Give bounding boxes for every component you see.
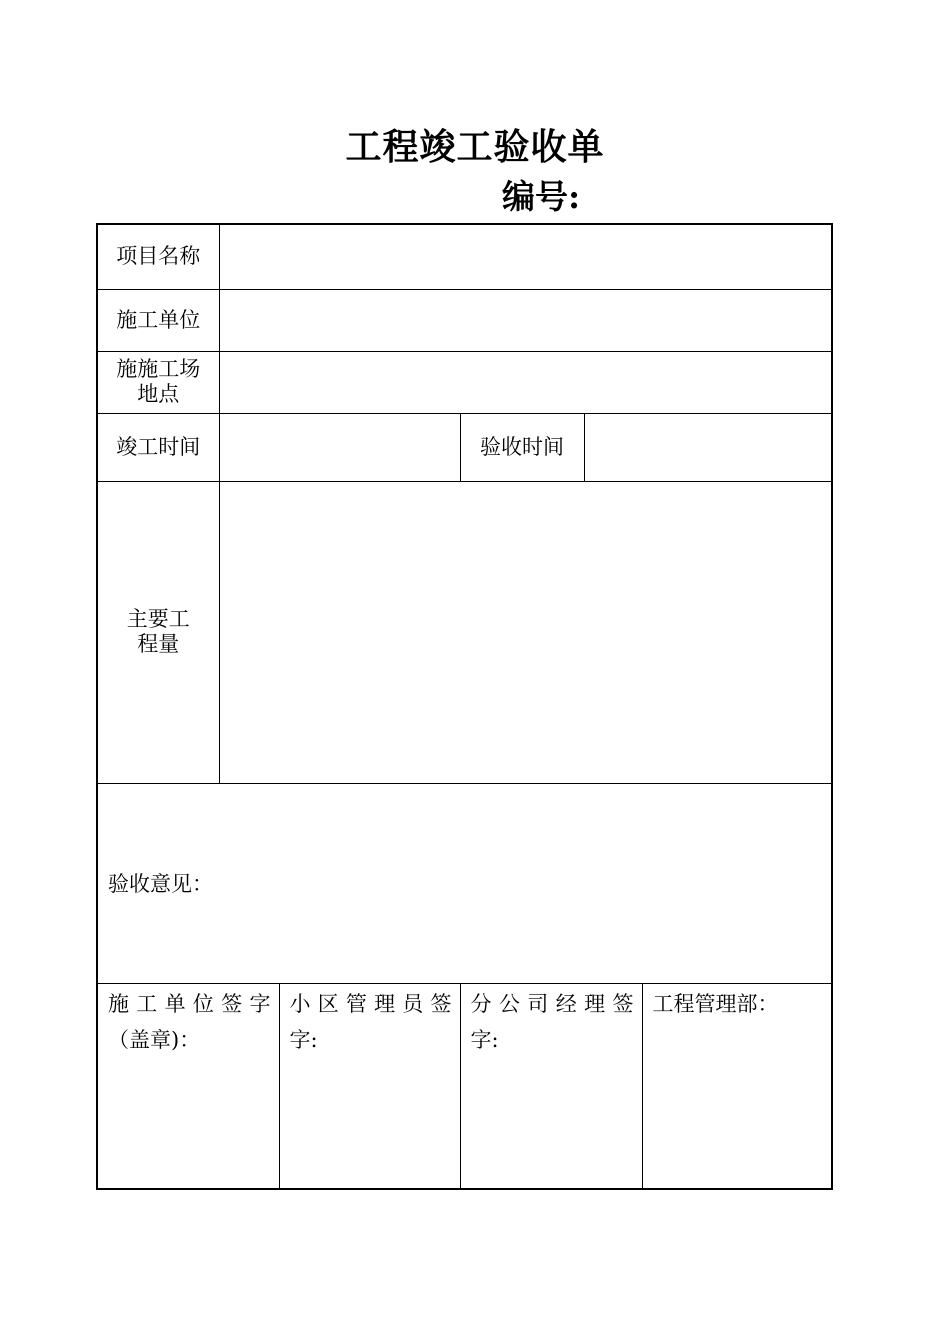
site-label <box>97 351 219 413</box>
branch-manager-signature-line1: 分公司经理签 <box>470 991 634 1016</box>
acceptance-time-field[interactable] <box>584 413 832 481</box>
site-label-line1: 施施工场 <box>116 357 201 381</box>
row-contractor <box>97 289 832 351</box>
engineering-dept-label: 工程管理部： <box>652 991 779 1016</box>
page-title: 工程竣工验收单 <box>345 126 605 168</box>
branch-manager-signature-cell[interactable] <box>460 983 642 1189</box>
opinion-label: 验收意见： <box>108 872 213 896</box>
opinion-field[interactable] <box>97 783 832 983</box>
row-times <box>97 413 832 481</box>
workload-label-line1: 主要工 <box>126 607 190 631</box>
engineering-dept-signature-cell[interactable] <box>642 983 832 1189</box>
site-label-line2: 地点 <box>137 382 180 406</box>
project-name-label: 项目名称 <box>97 224 219 289</box>
contractor-label: 施工单位 <box>97 289 219 351</box>
row-signatures <box>97 983 832 1189</box>
acceptance-time-label: 验收时间 <box>460 413 584 481</box>
contractor-signature-cell[interactable] <box>97 983 279 1189</box>
row-workload <box>97 481 832 783</box>
contractor-signature-line2: （盖章)： <box>108 1027 201 1052</box>
estate-manager-signature-cell[interactable] <box>279 983 460 1189</box>
row-project-name <box>97 224 832 289</box>
workload-field[interactable] <box>219 481 832 783</box>
completion-time-field[interactable] <box>219 413 460 481</box>
site-field[interactable] <box>219 351 832 413</box>
row-opinion <box>97 783 832 983</box>
row-site <box>97 351 832 413</box>
acceptance-form-table <box>96 223 833 1190</box>
contractor-field[interactable] <box>219 289 832 351</box>
workload-label-line2: 程量 <box>137 632 180 656</box>
contractor-signature-line1: 施工单位签字 <box>108 991 271 1016</box>
estate-manager-signature-line2: 字: <box>289 1027 318 1052</box>
number-label: 编号: <box>502 177 581 216</box>
completion-time-label: 竣工时间 <box>97 413 219 481</box>
workload-label <box>97 481 219 783</box>
branch-manager-signature-line2: 字: <box>470 1027 499 1052</box>
estate-manager-signature-line1: 小区管理员签 <box>289 991 452 1016</box>
project-name-field[interactable] <box>219 224 832 289</box>
